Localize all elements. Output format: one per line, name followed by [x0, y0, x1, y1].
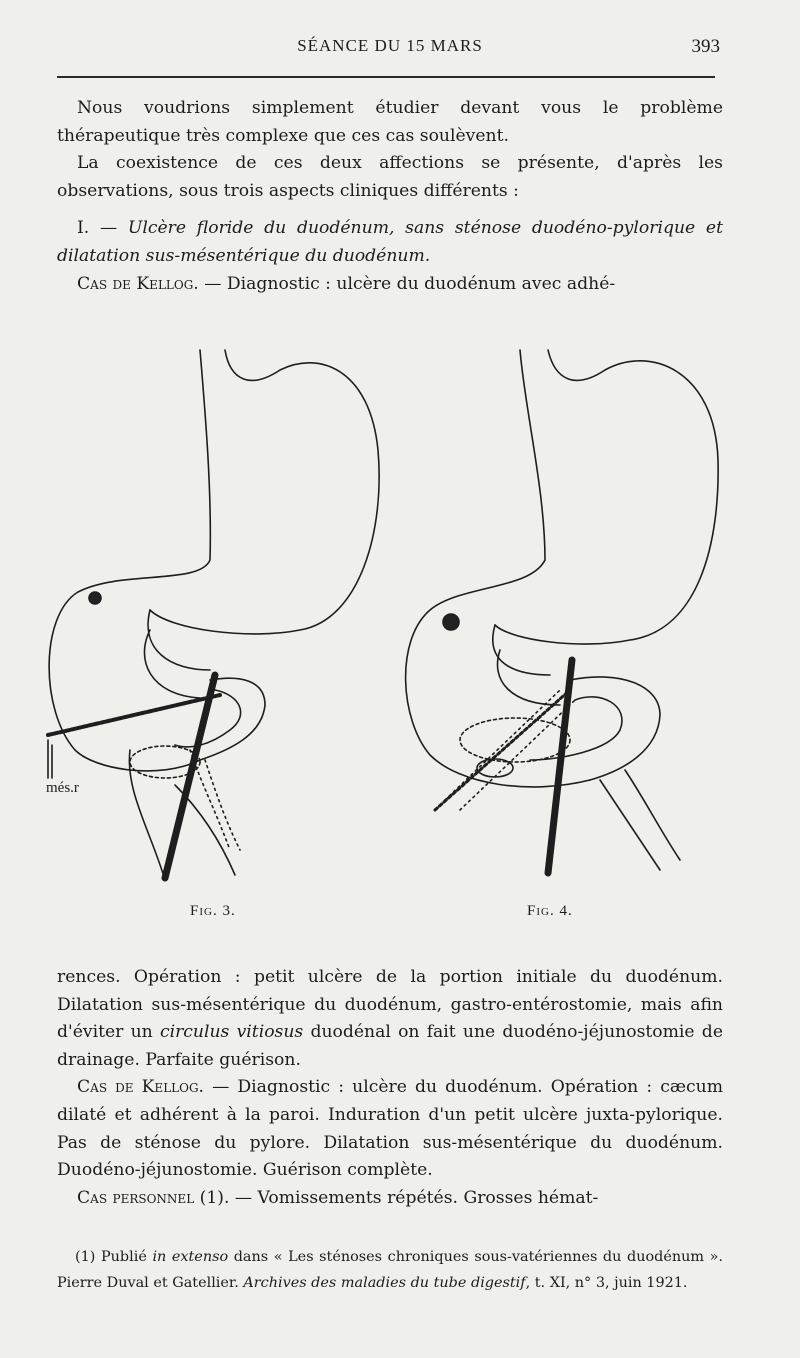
paragraph-aspect-one: [57, 215, 723, 270]
continuation-text-b: duodénal on fait une duodéno-jéjunostomie de drainage. Parfaite guérison.: [57, 1022, 723, 1070]
header-rule: [57, 76, 715, 78]
page-number: 393: [691, 36, 720, 57]
footnote-1: [57, 1245, 723, 1296]
footnote-text-c: , t. XI, n° 3, juin 1921.: [525, 1274, 688, 1291]
fig3-tube: [48, 695, 220, 735]
footnote-marker: (1): [75, 1249, 101, 1265]
fig4-tube: [435, 690, 570, 810]
paragraph-personal-case: [57, 1185, 723, 1213]
paragraph-coexistence: La coexistence de ces deux affections se présente, d'après les observations, sous trois aspects cliniques différents :: [57, 153, 723, 201]
fig4-stomach: [406, 350, 719, 870]
paragraph-kellog-case: [57, 271, 723, 299]
paragraph-kellog-case-2: [57, 1074, 723, 1184]
fig3-pylorus-dot: [89, 592, 101, 604]
continuation-text-a: rences. Opération : petit ulcère de la portion initiale du duodénum. Dilatation sus-mésentérique du duodénum, gastro-entérostomie, mais afin d'éviter un: [57, 967, 723, 1043]
case-text-2: — Diagnostic : ulcère du duodénum. Opération : cæcum dilaté et adhérent à la paroi. Induration d'un petit ulcère juxta-pylorique. Pas de sténose du pylore. Dilatation sus-mésentérique du duodénum. Duodéno-jéjunostomie. Guérison complète.: [57, 1077, 723, 1181]
running-head: [0, 36, 800, 58]
paragraph-intro: Nous voudrions simplement étudier devant vous le problème thérapeutique très complexe que ces cas soulèvent.: [57, 98, 723, 146]
fig4-pylorus-dot: [443, 614, 459, 630]
footnote-text-a: Publié: [100, 1249, 153, 1265]
footnote-italic-1: in extenso: [152, 1249, 229, 1265]
footnote-text-b: dans « Les sténoses chroniques sous-vatériennes du duodénum ». Pierre Duval et Gatellier.: [57, 1249, 723, 1291]
fig3-caption: Fig. 3.: [190, 903, 236, 919]
footnote-italic-2: Archives des maladies du tube digestif: [243, 1274, 526, 1291]
figures-illustration: [0, 330, 800, 930]
case-heading: Cas de Kellog.: [77, 273, 199, 294]
fig4-caption: Fig. 4.: [527, 903, 573, 919]
running-head-title: SÉANCE DU 15 MARS: [297, 36, 483, 55]
case-text-3: (1). — Vomissements répétés. Grosses hémat-: [194, 1187, 599, 1208]
continuation-italic: circulus vitiosus: [159, 1022, 304, 1043]
bottom-text-block: [57, 964, 723, 1212]
fig3-stomach: [48, 350, 379, 880]
fig3-mesenteric-annotation: més.r: [46, 780, 79, 796]
case-heading-3: Cas personnel: [77, 1187, 195, 1208]
top-text-block: [57, 95, 723, 298]
aspect-title: Ulcère floride du duodénum, sans sténose duodéno-pylorique et dilatation sus-mésentérique du duodénum.: [57, 218, 723, 266]
case-text: — Diagnostic : ulcère du duodénum avec adhé-: [198, 273, 616, 294]
aspect-number: I. —: [77, 218, 128, 239]
paragraph-continuation: [57, 964, 723, 1074]
case-heading-2: Cas de Kellog.: [77, 1077, 205, 1098]
footnote-block: [57, 1245, 723, 1296]
